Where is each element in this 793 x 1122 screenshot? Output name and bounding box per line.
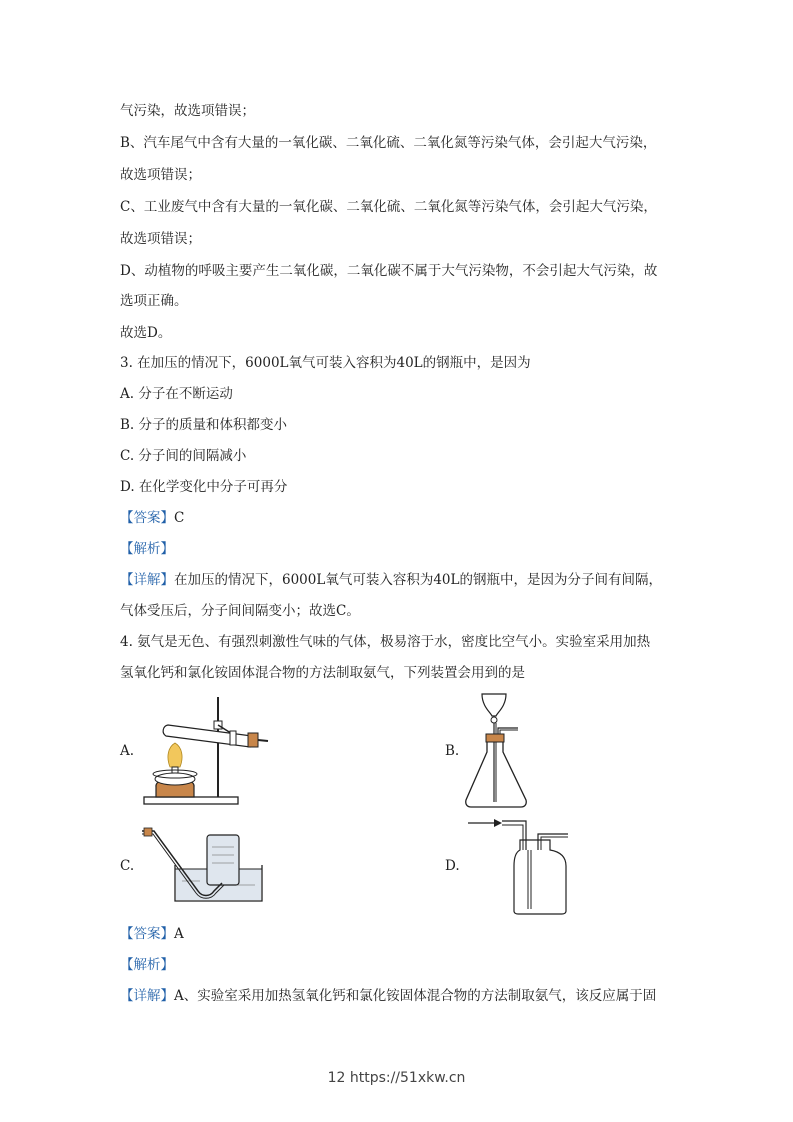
q3-detail-1	[120, 571, 662, 589]
q3-option-d: D. 在化学变化中分子可再分	[120, 479, 288, 495]
text-line-7: 选项正确。	[120, 293, 188, 309]
text-line-4: C、工业废气中含有大量的一氧化碳、二氧化硫、二氧化氮等污染气体，会引起大气污染，	[120, 199, 657, 215]
detail-tag: 【详解】	[120, 988, 174, 1004]
q4-analysis-tag: 【解析】	[120, 957, 174, 973]
apparatus-d-bottle	[466, 814, 571, 916]
answer-tag: 【答案】	[120, 926, 174, 942]
apparatus-b-flask	[462, 692, 534, 810]
q4-option-a-label: A.	[120, 743, 135, 759]
apparatus-c-water-collection	[140, 825, 265, 905]
text-line-3: 故选项错误；	[120, 167, 201, 183]
apparatus-a-heating	[140, 695, 270, 810]
q3-analysis-tag: 【解析】	[120, 541, 174, 557]
text-line-1: 气污染，故选项错误；	[120, 103, 255, 119]
answer-value: A	[174, 926, 184, 942]
answer-tag: 【答案】	[120, 510, 174, 526]
detail-tag: 【详解】	[120, 572, 174, 588]
q4-stem-1: 4. 氨气是无色、有强烈刺激性气味的气体，极易溶于水，密度比空气小。实验室采用加热	[120, 634, 651, 650]
answer-value: C	[174, 510, 185, 526]
text-line-5: 故选项错误；	[120, 231, 201, 247]
q3-detail-2: 气体受压后，分子间间隔变小；故选C。	[120, 603, 360, 619]
q4-option-c-label: C.	[120, 858, 135, 874]
detail-text: 在加压的情况下，6000L氧气可装入容积为40L的钢瓶中，是因为分子间有间隔，	[174, 572, 662, 588]
q4-option-b-label: B.	[445, 743, 460, 759]
q3-stem: 3. 在加压的情况下，6000L氧气可装入容积为40L的钢瓶中，是因为	[120, 355, 531, 371]
q4-answer	[120, 925, 184, 943]
text-line-6: D、动植物的呼吸主要产生二氧化碳，二氧化碳不属于大气污染物，不会引起大气污染，故	[120, 263, 658, 279]
text-line-2: B、汽车尾气中含有大量的一氧化碳、二氧化硫、二氧化氮等污染气体，会引起大气污染，	[120, 135, 657, 151]
text-line-8: 故选D。	[120, 325, 172, 341]
q3-answer	[120, 509, 184, 527]
q3-option-c: C. 分子间的间隔减小	[120, 448, 247, 464]
detail-text: A、实验室采用加热氢氧化钙和氯化铵固体混合物的方法制取氨气，该反应属于固	[174, 988, 657, 1004]
q4-option-d-label: D.	[445, 858, 460, 874]
q4-stem-2: 氢氧化钙和氯化铵固体混合物的方法制取氨气，下列装置会用到的是	[120, 665, 525, 681]
q3-option-b: B. 分子的质量和体积都变小	[120, 417, 288, 433]
q4-detail-1	[120, 987, 656, 1005]
page-footer: 12 https://51xkw.cn	[327, 1070, 466, 1086]
q3-option-a: A. 分子在不断运动	[120, 386, 233, 402]
